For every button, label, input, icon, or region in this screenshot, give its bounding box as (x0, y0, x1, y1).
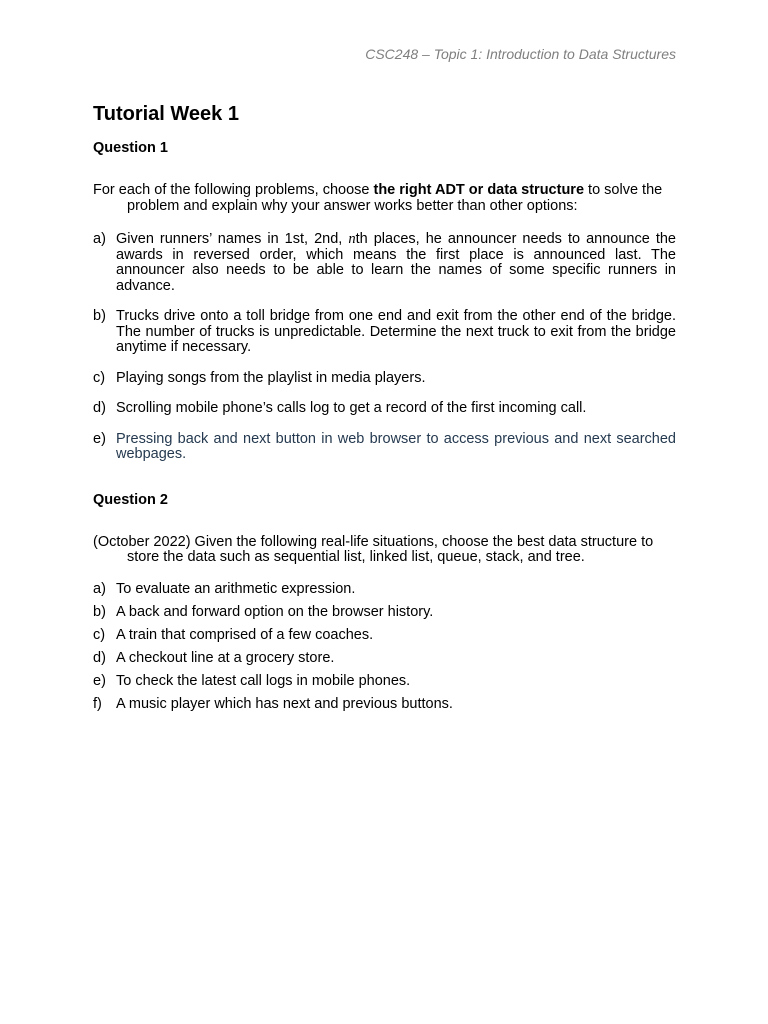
list-marker: b) (93, 308, 106, 324)
question-2-section (93, 491, 676, 713)
list-item (93, 401, 676, 417)
list-item (93, 309, 676, 356)
list-item-text: A train that comprised of a few coaches. (116, 626, 374, 643)
question-1-intro (93, 183, 676, 214)
list-marker: b) (93, 603, 106, 620)
list-item-text-before: Given runners’ names in 1st, 2nd, (116, 231, 349, 247)
list-item-text: A back and forward option on the browser history. (116, 603, 434, 620)
list-item (93, 628, 676, 644)
list-item (93, 582, 676, 598)
list-item-text: Pressing back and next button in web browser to access previous and next searched webpages. (116, 430, 676, 462)
page-title: Tutorial Week 1 (93, 103, 239, 125)
question-1-list (93, 232, 676, 463)
list-item (93, 371, 676, 387)
question-2-heading: Question 2 (93, 491, 168, 508)
question-1-section (93, 139, 676, 463)
list-item-text (116, 232, 676, 294)
tutorial-document (93, 101, 676, 720)
list-item-text-after: th places, he announcer needs to announce the awards in reversed order, which means the first place is announced last. The announcer also needs to be able to learn the names of some specific runners in advance. (116, 231, 676, 294)
list-item-text: A checkout line at a grocery store. (116, 649, 335, 666)
page-header (365, 46, 676, 62)
list-marker: c) (93, 626, 106, 643)
list-item-text: Playing songs from the playlist in media players. (116, 369, 426, 386)
list-marker: d) (93, 649, 106, 666)
question-1-intro-after: to solve the problem and explain why your answer works better than other options: (127, 182, 663, 214)
list-item (93, 674, 676, 690)
list-item (93, 605, 676, 621)
list-item (93, 651, 676, 667)
math-variable-n: n (348, 231, 356, 247)
list-item-text: To evaluate an arithmetic expression. (116, 580, 356, 597)
question-1-heading: Question 1 (93, 140, 168, 156)
list-item-text: Scrolling mobile phone’s calls log to get a record of the first incoming call. (116, 400, 587, 416)
list-item-text: A music player which has next and previous buttons. (116, 695, 453, 712)
list-marker: c) (93, 369, 106, 386)
list-marker: f) (93, 695, 102, 712)
list-marker: e) (93, 672, 106, 689)
question-2-list (93, 582, 676, 713)
course-topic-header: CSC248 – Topic 1: Introduction to Data Structures (365, 46, 676, 62)
question-2-intro: (October 2022) Given the following real-life situations, choose the best data structure to store the data such as sequential list, linked list, queue, stack, and tree. (93, 533, 654, 565)
list-item-text: Trucks drive onto a toll bridge from one end and exit from the other end of the bridge. The number of trucks is unpredictable. Determine the next truck to exit from the bridge anytime if necessary. (116, 308, 676, 355)
question-1-intro-before: For each of the following problems, choose (93, 182, 374, 198)
question-1-intro-emphasis: the right ADT or data structure (373, 182, 585, 198)
list-marker: d) (93, 400, 106, 416)
list-item (93, 232, 676, 294)
list-item (93, 697, 676, 713)
list-marker: e) (93, 430, 106, 447)
list-marker: a) (93, 580, 106, 597)
list-item (93, 432, 676, 463)
list-item-text: To check the latest call logs in mobile phones. (116, 672, 411, 689)
list-marker: a) (93, 231, 106, 247)
